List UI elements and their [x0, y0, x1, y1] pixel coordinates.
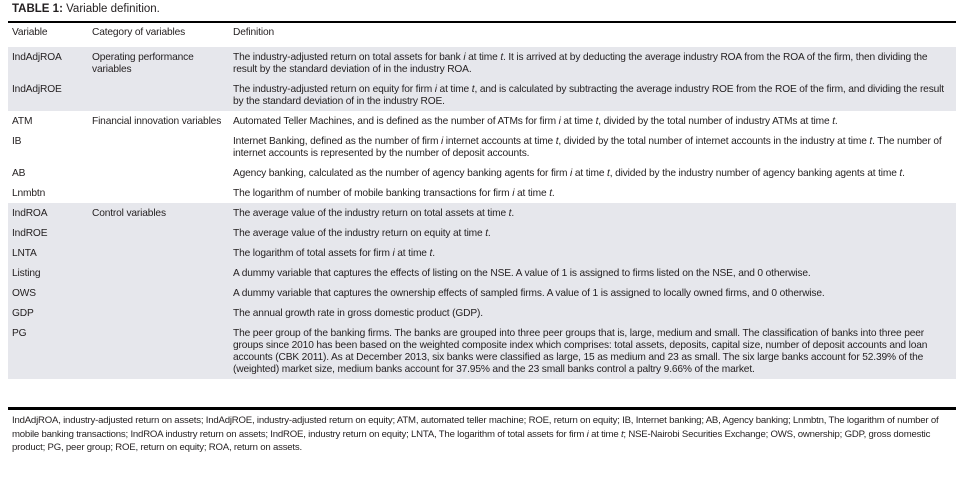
variable-cell: IndAdjROE: [8, 79, 92, 111]
table-row: [8, 163, 956, 183]
category-cell: [92, 303, 233, 323]
table-body: [8, 46, 956, 379]
definition-cell: Internet Banking, defined as the number of firm i internet accounts at time t, divided by the total number of internet accounts in the industry at time t. The number of internet accounts is represented by the number of deposit accounts.: [233, 136, 942, 159]
category-cell: [92, 263, 233, 283]
category-cell: [92, 243, 233, 263]
variable-cell: AB: [12, 168, 26, 179]
variable-cell: Listing: [8, 263, 92, 283]
definition-cell: The industry-adjusted return on equity for firm i at time t, and is calculated by subtracting the average industry ROE from the ROE of the firm, and dividing the result by the standard deviation of in the industry ROE.: [233, 79, 956, 111]
bottom-rule: [8, 407, 956, 410]
definition-cell: The average value of the industry return on equity at time t.: [233, 223, 956, 243]
table-row: [8, 303, 956, 323]
variable-cell: IB: [12, 136, 22, 147]
definition-cell: The industry-adjusted return on total assets for bank i at time t. It is arrived at by deducting the average industry ROA from the ROA of the firm, then dividing the result by the standard deviation of in the industry ROA.: [233, 46, 956, 79]
variable-cell: PG: [8, 323, 92, 379]
variable-cell: GDP: [8, 303, 92, 323]
category-cell: [92, 183, 233, 203]
top-rule: [8, 21, 956, 23]
table-caption: Variable definition.: [66, 3, 160, 15]
table-row: [8, 79, 956, 111]
table-row: [8, 323, 956, 379]
category-cell: Control variables: [92, 203, 233, 223]
table-title: [12, 3, 160, 15]
category-cell: [92, 283, 233, 303]
header-row: [8, 24, 956, 46]
header-category: Category of variables: [92, 27, 186, 38]
table-footnote: IndAdjROA, industry-adjusted return on assets; IndAdjROE, industry-adjusted return on equity; ATM, automated teller machine; ROE, return on equity; IB, Internet banking; AB, Agency banking; Lnmbtn, The logarithm of number of mobile banking transactions; IndROA industry return on assets; IndROE, industry return on equity; LNTA, The logarithm of total assets for firm i at time t; NSE-Nairobi Securities Exchange; OWS, ownership; GDP, gross domestic product; PG, peer group; ROE, return on equity; ROA, return on assets.: [12, 415, 939, 453]
definition-cell: A dummy variable that captures the effects of listing on the NSE. A value of 1 is assigned to firms listed on the NSE, and 0 otherwise.: [233, 263, 956, 283]
definition-cell: The annual growth rate in gross domestic product (GDP).: [233, 303, 956, 323]
definition-cell: The logarithm of total assets for firm i at time t.: [233, 243, 956, 263]
variable-cell: IndAdjROA: [8, 46, 92, 79]
category-cell: [92, 323, 233, 379]
table-row: [8, 183, 956, 203]
variable-cell: ATM: [12, 116, 33, 127]
variable-cell: IndROA: [8, 203, 92, 223]
variable-cell: OWS: [8, 283, 92, 303]
definition-cell: The logarithm of number of mobile banking transactions for firm i at time t.: [233, 188, 555, 199]
definition-cell: The peer group of the banking firms. The banks are grouped into three peer groups that is, large, medium and small. The classification of banks into three peer groups since 2010 has been based on the weighted composite index which comprises: total assets, deposits, capital size, number of deposit accounts and loan accounts (CBK 2011). As at December 2013, six banks were classified as large, 15 as medium and 23 as small. The six large banks account for 52.39% of the (weighted) market size, medium banks account for 37.95% and the 23 small banks control a paltry 9.66% of the market.: [233, 323, 956, 379]
table-row: [8, 243, 956, 263]
category-cell: [92, 79, 233, 111]
category-cell: [92, 223, 233, 243]
table-row: [8, 131, 956, 163]
table-row: [8, 223, 956, 243]
definition-cell: Automated Teller Machines, and is defined as the number of ATMs for firm i at time t, divided by the total number of industry ATMs at time t.: [233, 116, 838, 127]
definition-cell: A dummy variable that captures the ownership effects of sampled firms. A value of 1 is assigned to locally owned firms, and 0 otherwise.: [233, 283, 956, 303]
category-cell: Operating performance variables: [92, 46, 233, 79]
variable-cell: Lnmbtn: [12, 188, 46, 199]
category-cell: [92, 131, 233, 163]
variable-table: [8, 24, 956, 379]
table-row: [8, 46, 956, 79]
definition-cell: The average value of the industry return on total assets at time t.: [233, 203, 956, 223]
category-cell: [92, 163, 233, 183]
table-row: [8, 263, 956, 283]
table-row: [8, 283, 956, 303]
table-row: [8, 203, 956, 223]
table-label: TABLE 1:: [12, 3, 63, 15]
definition-cell: Agency banking, calculated as the number of agency banking agents for firm i at time t, divided by the industry number of agency banking agents at time t.: [233, 168, 905, 179]
variable-cell: LNTA: [8, 243, 92, 263]
variable-cell: IndROE: [8, 223, 92, 243]
table-row: [8, 111, 956, 131]
category-cell: Financial innovation variables: [92, 116, 222, 127]
header-definition: Definition: [233, 27, 274, 38]
header-variable: Variable: [12, 27, 48, 38]
